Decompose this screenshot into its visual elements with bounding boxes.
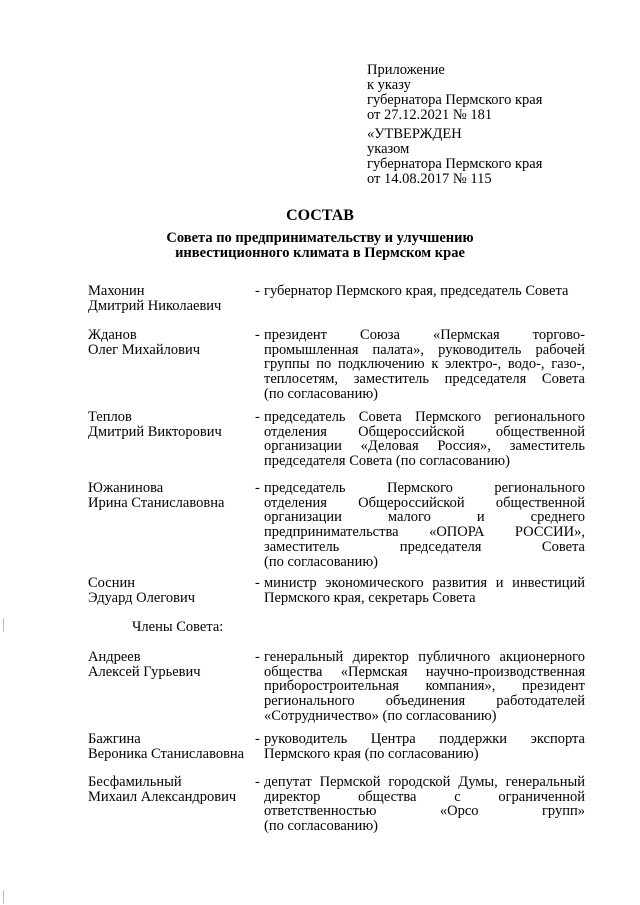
role-dash: - — [255, 283, 260, 299]
role-dash: - — [255, 774, 260, 790]
member-name-line: Теплов — [88, 409, 132, 425]
member-role — [255, 410, 585, 469]
member-role-line: отделения Общероссийской общественной — [264, 423, 585, 440]
member-name — [88, 650, 258, 680]
role-dash: - — [255, 731, 260, 747]
member-role — [255, 481, 585, 569]
appendix-line: Приложение — [367, 62, 445, 78]
appendix-line: к указу — [367, 77, 411, 93]
member-role-line: теплосетям, заместитель председателя Совета — [264, 371, 585, 388]
member-name-line: Алексей Гурьевич — [88, 664, 201, 680]
member-name-line: Михаил Александрович — [88, 789, 237, 805]
member-role-line: (по согласованию) — [264, 553, 378, 570]
role-dash: - — [255, 327, 260, 343]
member-role — [255, 775, 585, 834]
member-role-line: (по согласованию) — [264, 818, 378, 835]
member-role-line: председатель Совета Пермского регионального — [264, 409, 585, 425]
member-role-line: Пермского края (по согласованию) — [264, 745, 479, 762]
member-role — [255, 650, 585, 724]
member-role-line: Пермского края, секретарь Совета — [264, 589, 476, 606]
member-role-line: генеральный директор публичного акционерного — [264, 649, 585, 665]
member-name — [88, 410, 258, 440]
member-role-line: организации «Деловая Россия», заместитель — [264, 438, 585, 455]
member-role-line: организации малого и среднего — [264, 509, 585, 526]
member-name-line: Ирина Станиславовна — [88, 495, 225, 511]
member-name-line: Соснин — [88, 575, 135, 591]
member-name-line: Эдуард Олегович — [88, 590, 196, 606]
approved-line: «УТВЕРЖДЕН — [367, 126, 462, 142]
member-role-line: общества «Пермская научно-производственная — [264, 663, 585, 680]
member-name-line: Олег Михайлович — [88, 342, 201, 358]
member-name-line: Бажгина — [88, 731, 141, 747]
member-role-line: (по согласованию) — [264, 385, 378, 402]
member-role-line: «Сотрудничество» (по согласованию) — [264, 707, 497, 724]
approved-reference — [367, 127, 617, 187]
member-role-line: депутат Пермской городской Думы, генеральный — [264, 774, 585, 790]
member-role-line: президент Союза «Пермская торгово- — [264, 327, 585, 343]
members-section-label: Члены Совета: — [132, 619, 224, 635]
member-role — [255, 328, 585, 402]
approved-line: указом — [367, 141, 410, 157]
member-name-line: Жданов — [88, 327, 137, 343]
document-title: СОСТАВ — [286, 207, 354, 224]
appendix-reference — [367, 63, 617, 123]
approved-line: от 14.08.2017 № 115 — [367, 171, 492, 187]
member-role — [255, 732, 585, 761]
appendix-line: от 27.12.2021 № 181 — [367, 107, 493, 123]
member-name — [88, 328, 258, 358]
member-role-line: директор общества с ограниченной — [264, 788, 585, 805]
member-role-line: предпринимательства «ОПОРА РОССИИ», — [264, 524, 585, 541]
member-role — [255, 284, 585, 299]
member-role-line: губернатор Пермского края, председатель Совета — [264, 283, 569, 299]
role-dash: - — [255, 480, 260, 496]
role-dash: - — [255, 575, 260, 591]
member-role-line: ответственностью «Орсо групп» — [264, 803, 585, 820]
left-margin-mark — [3, 618, 4, 632]
member-role-line: председатель Пермского регионального — [264, 480, 585, 496]
approved-line: губернатора Пермского края — [367, 156, 543, 172]
member-name-line: Андреев — [88, 649, 141, 665]
member-name — [88, 576, 258, 606]
member-role-line: заместитель председателя Совета — [264, 538, 585, 555]
subtitle-line: Совета по предпринимательству и улучшению — [166, 230, 474, 246]
left-margin-mark — [3, 890, 4, 904]
member-name — [88, 481, 258, 511]
subtitle-line: инвестиционного климата в Пермском крае — [175, 245, 465, 261]
member-role-line: руководитель Центра поддержки экспорта — [264, 731, 585, 747]
member-name-line: Бесфамильный — [88, 774, 182, 790]
member-name — [88, 732, 258, 762]
member-role — [255, 576, 585, 605]
member-role-line: председателя Совета (по согласованию) — [264, 453, 510, 470]
member-role-line: группы по подключению к электро-, водо-, газо-, — [264, 356, 585, 373]
role-dash: - — [255, 649, 260, 665]
member-role-line: министр экономического развития и инвестиций — [264, 575, 585, 591]
member-name-line: Махонин — [88, 283, 145, 299]
member-name-line: Вероника Станиславовна — [88, 746, 245, 762]
member-name-line: Дмитрий Николаевич — [88, 298, 222, 314]
role-dash: - — [255, 409, 260, 425]
document-subtitle — [0, 231, 640, 261]
member-name — [88, 775, 258, 805]
member-role-line: приборостроительная компания», президент — [264, 678, 585, 695]
member-name-line: Дмитрий Викторович — [88, 424, 222, 440]
member-role-line: регионального объединения работодателей — [264, 693, 585, 710]
member-name-line: Южанинова — [88, 480, 164, 496]
member-role-line: отделения Общероссийской общественной — [264, 494, 585, 511]
member-name — [88, 284, 258, 314]
member-role-line: промышленная палата», руководитель рабочей — [264, 341, 585, 358]
appendix-line: губернатора Пермского края — [367, 92, 543, 108]
